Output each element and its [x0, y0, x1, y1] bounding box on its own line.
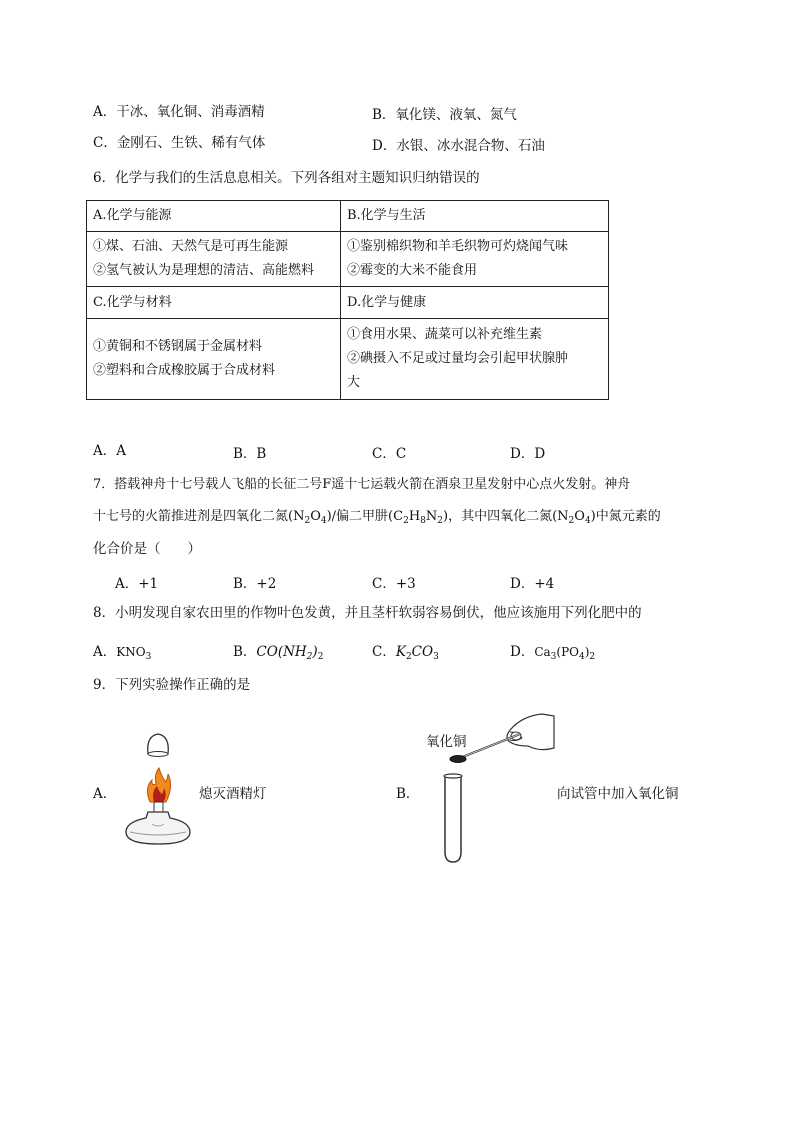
spoon-icon — [450, 756, 466, 763]
table-item: ②塑料和合成橡胶属于合成材料 — [93, 363, 276, 378]
table-item: ①黄铜和不锈钢属于金属材料 — [93, 339, 263, 354]
q6-option-d: D．D — [510, 446, 546, 462]
table-item: ①煤、石油、天然气是可再生能源 — [93, 239, 289, 254]
table-cell-a-body — [87, 232, 341, 287]
copper-oxide-label: 氧化铜 — [426, 734, 467, 750]
q9-stem: 9．下列实验操作正确的是 — [93, 677, 251, 693]
q8-option-c: C．$K_2CO_3$ — [372, 644, 439, 662]
q6-option-c: C．C — [372, 446, 407, 462]
table-cell-d-head: D.化学与健康 — [341, 287, 609, 319]
table-item: ②碘摄入不足或过量均会引起甲状腺肿 — [347, 351, 569, 366]
table-item: ①食用水果、蔬菜可以补充维生素 — [347, 327, 543, 342]
table-cell-c-body — [87, 319, 341, 400]
q9-option-b-caption: 向试管中加入氧化铜 — [557, 786, 679, 802]
q6-stem: 6．化学与我们的生活息息相关。下列各组对主题知识归纳错误的 — [93, 170, 480, 186]
table-cell-d-body — [341, 319, 609, 400]
test-tube-icon — [445, 776, 461, 862]
table-item: ②霉变的大米不能食用 — [347, 263, 478, 278]
q8-stem: 8．小明发现自家农田里的作物叶色发黄，并且茎杆软弱容易倒伏，他应该施用下列化肥中的 — [93, 605, 642, 621]
lamp-body-icon — [126, 812, 190, 844]
table-cell-a-head: A.化学与能源 — [87, 201, 341, 232]
q9-option-a-caption: 熄灭酒精灯 — [199, 786, 267, 802]
q7-option-d: D．+4 — [510, 576, 555, 592]
table-item: ①鉴别棉织物和羊毛织物可灼烧闻气味 — [347, 239, 569, 254]
q8-option-a: A．$KNO_3$ — [93, 644, 152, 662]
table-item: 大 — [347, 375, 361, 390]
q5-option-d: D．水银、冰水混合物、石油 — [372, 138, 545, 154]
q7-line-2: 十七号的火箭推进剂是四氧化二氮$(N_2O_4)/$偏二甲肼$(C_2H_8N_2)$，其中四氧化二氮$(N_2O_4)$中氮元素的 — [93, 509, 661, 526]
q5-option-a: A．干冰、氧化铜、消毒酒精 — [93, 104, 265, 120]
q8-option-d: D．$Ca_3(PO_4)_2$ — [510, 644, 596, 662]
q5-option-b: B．氧化镁、液氧、氮气 — [372, 107, 517, 123]
q7-option-b: B．+2 — [233, 576, 277, 592]
q5-option-c: C．金刚石、生铁、稀有气体 — [93, 135, 266, 151]
alcohol-lamp-figure — [118, 728, 198, 848]
q9-option-b-label: B． — [396, 786, 420, 802]
test-tube-figure — [430, 712, 560, 864]
q9-option-a-label: A． — [93, 786, 117, 802]
q7-line-3: 化合价是（ ） — [93, 541, 201, 557]
table-cell-b-body — [341, 232, 609, 287]
table-cell-c-head: C.化学与材料 — [87, 287, 341, 319]
q7-line-1: 7．搭载神舟十七号载人飞船的长征二号F遥十七运载火箭在酒泉卫星发射中心点火发射。神舟 — [93, 477, 631, 492]
q7-option-a: A．+1 — [115, 576, 159, 592]
table-item: ②氢气被认为是理想的清洁、高能燃料 — [93, 263, 315, 278]
q6-knowledge-table — [86, 200, 609, 400]
q8-option-b: B．$CO(NH_2)_2$ — [233, 644, 324, 662]
q6-option-a: A．A — [93, 443, 126, 459]
q7-option-c: C．+3 — [372, 576, 416, 592]
q6-option-b: B．B — [233, 446, 267, 462]
table-cell-b-head: B.化学与生活 — [341, 201, 609, 232]
